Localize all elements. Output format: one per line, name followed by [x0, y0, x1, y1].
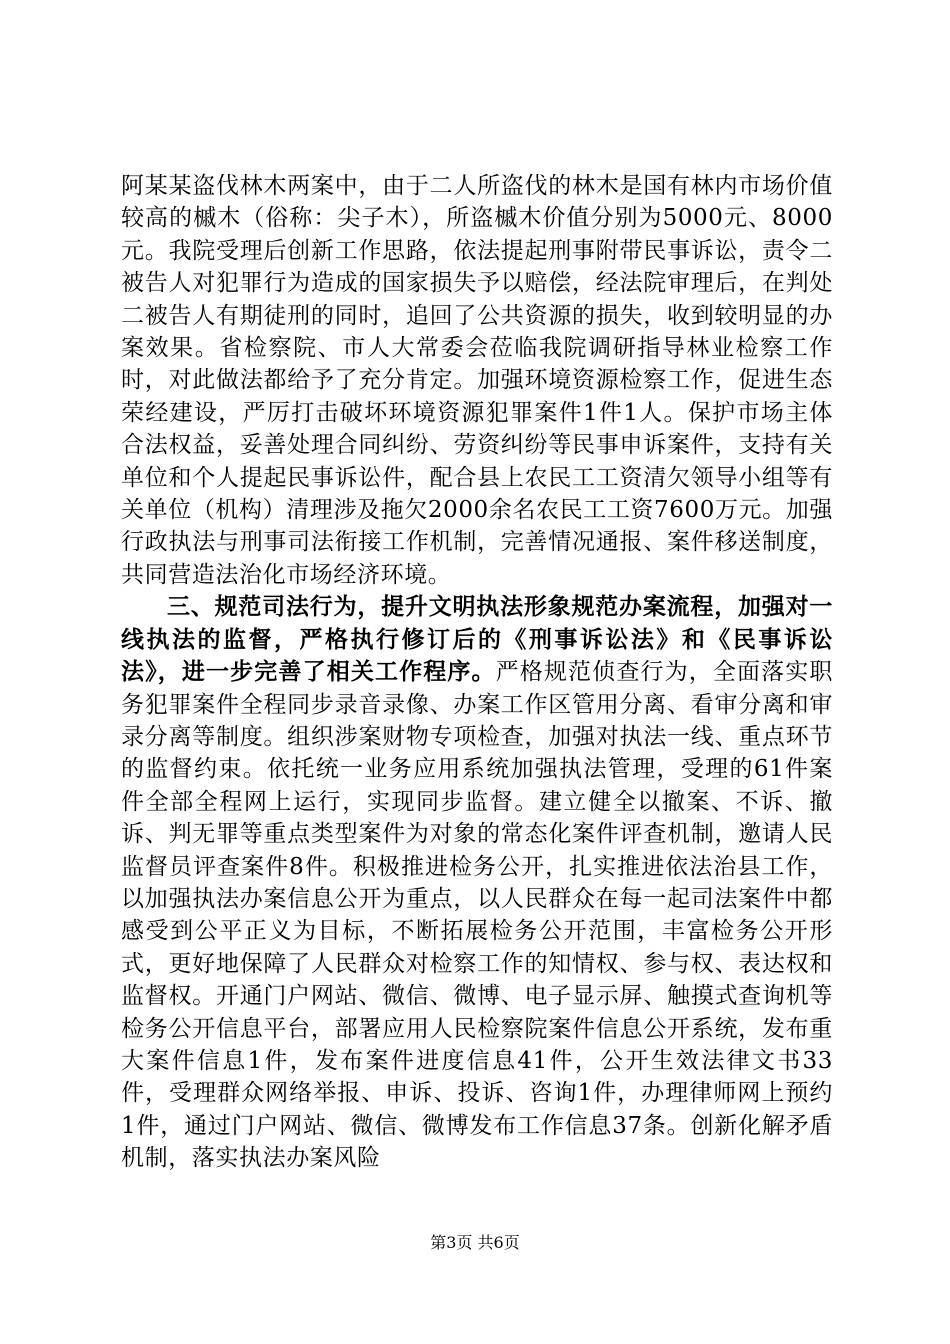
paragraph-1: 阿某某盗伐林木两案中，由于二人所盗伐的林木是国有林内市场价值较高的槭木（俗称：尖子木），所盗槭木价值分别为5000元、8000元。我院受理后创新工作思路，依法提起刑事附带民事诉讼，责令二被告人对犯罪行为造成的国家损失予以赔偿，经法院审理后，在判处二被告人有期徒刑的同时，追回了公共资源的损失，收到较明显的办案效果。省检察院、市人大常委会莅临我院调研指导林业检察工作时，对此做法都给予了充分肯定。加强环境资源检察工作，促进生态荣经建设，严厉打击破坏环境资源犯罪案件1件1人。保护市场主体合法权益，妥善处理合同纠纷、劳资纠纷等民事申诉案件，支持有关单位和个人提起民事诉讼件，配合县上农民工工资清欠领导小组等有关单位（机构）清理涉及拖欠2000余名农民工工资7600万元。加强行政执法与刑事司法衔接工作机制，完善情况通报、案件移送制度，共同营造法治化市场经济环境。: [121, 173, 833, 588]
paragraph-2: [121, 591, 833, 1174]
paragraph-2-body: 严格规范侦查行为，全面落实职务犯罪案件全程同步录音录像、办案工作区管用分离、看审分离和审录分离等制度。组织涉案财物专项检查，加强对执法一线、重点环节的监督约束。依托统一业务应用系统加强执法管理，受理的61件案件全部全程网上运行，实现同步监督。建立健全以撤案、不诉、撤诉、判无罪等重点类型案件为对象的常态化案件评查机制，邀请人民监督员评查案件8件。积极推进检务公开，扎实推进依法治县工作，以加强执法办案信息公开为重点，以人民群众在每一起司法案件中都感受到公平正义为目标，不断拓展检务公开范围，丰富检务公开形式，更好地保障了人民群众对检察工作的知情权、参与权、表达权和监督权。开通门户网站、微信、微博、电子显示屏、触摸式查询机等检务公开信息平台，部署应用人民检察院案件信息公开系统，发布重大案件信息1件，发布案件进度信息41件，公开生效法律文书33件，受理群众网络举报、申诉、投诉、咨询1件，办理律师网上预约1件，通过门户网站、微信、微博发布工作信息37条。创新化解矛盾机制，落实执法办案风险: [121, 659, 833, 1172]
document-body: [121, 170, 833, 1175]
section-heading: 三、规范司法行为，提升文明执法形象规范办案流程，加强对一线执法的监督，严格执行修订后的《刑事诉讼法》和《民事诉讼法》，进一步完善了相关工作程序。: [121, 593, 833, 686]
page-footer: 第3页 共6页: [430, 1233, 520, 1252]
